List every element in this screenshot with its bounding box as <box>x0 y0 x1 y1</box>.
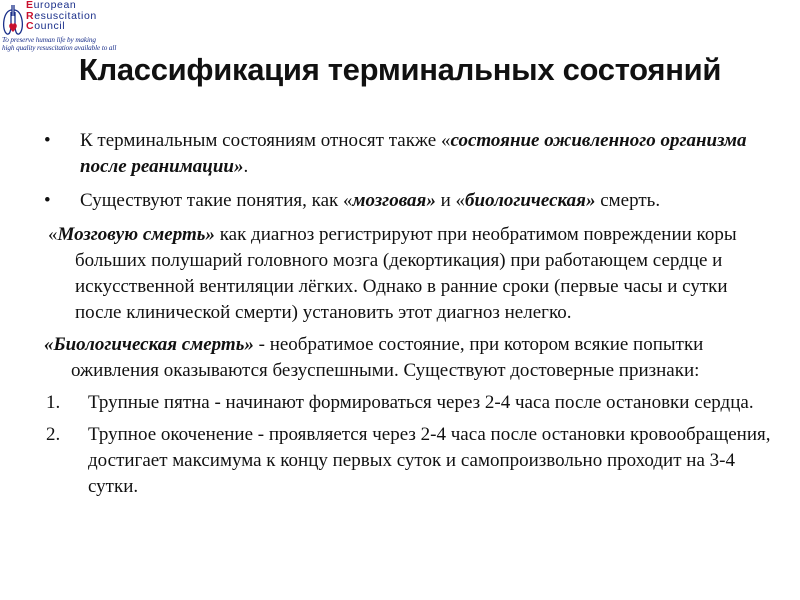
bullet-item: • Существуют такие понятия, как «мозговая» и «биологическая» смерть. <box>44 188 774 214</box>
list-number: 1. <box>46 392 61 413</box>
bullet-item: • К терминальным состояниям относят также «состояние оживленного организма после реанимации». <box>44 130 747 177</box>
bullet-marker: • <box>44 190 51 211</box>
brain-death-paragraph: «Мозговую смерть» как диагноз регистрируют при необратимом повреждении коры больших полушарий головного мозга (декортикация) при работающем сердце и искусственной вентиляции лёгких. Однако в ранние сроки (первые часы и сутки после клинической смерти) установить этот диагноз нелегко. <box>48 224 737 323</box>
bullet-marker: • <box>44 130 51 151</box>
list-number: 2. <box>46 424 61 445</box>
biological-death-paragraph: «Биологическая смерть» - необратимое состояние, при котором всякие попытки оживления оказываются безуспешными. Существуют достоверные признаки: <box>44 334 704 381</box>
logo-tagline: To preserve human life by making high quality resuscitation available to all <box>2 36 117 52</box>
slide-body <box>44 128 774 500</box>
numbered-item: 2. Трупное окоченение - проявляется через 2-4 часа после остановки кровообращения, достигает максимума к концу первых суток и самопроизвольно проходит на 3-4 сутки. <box>46 424 771 497</box>
erc-logo: European Resuscitation Council To preserve human life by making high quality resuscitation available to all <box>2 0 117 52</box>
numbered-item: 1. Трупные пятна - начинают формироваться через 2-4 часа после остановки сердца. <box>44 390 774 416</box>
slide-title: Классификация терминальных состояний <box>78 52 722 87</box>
